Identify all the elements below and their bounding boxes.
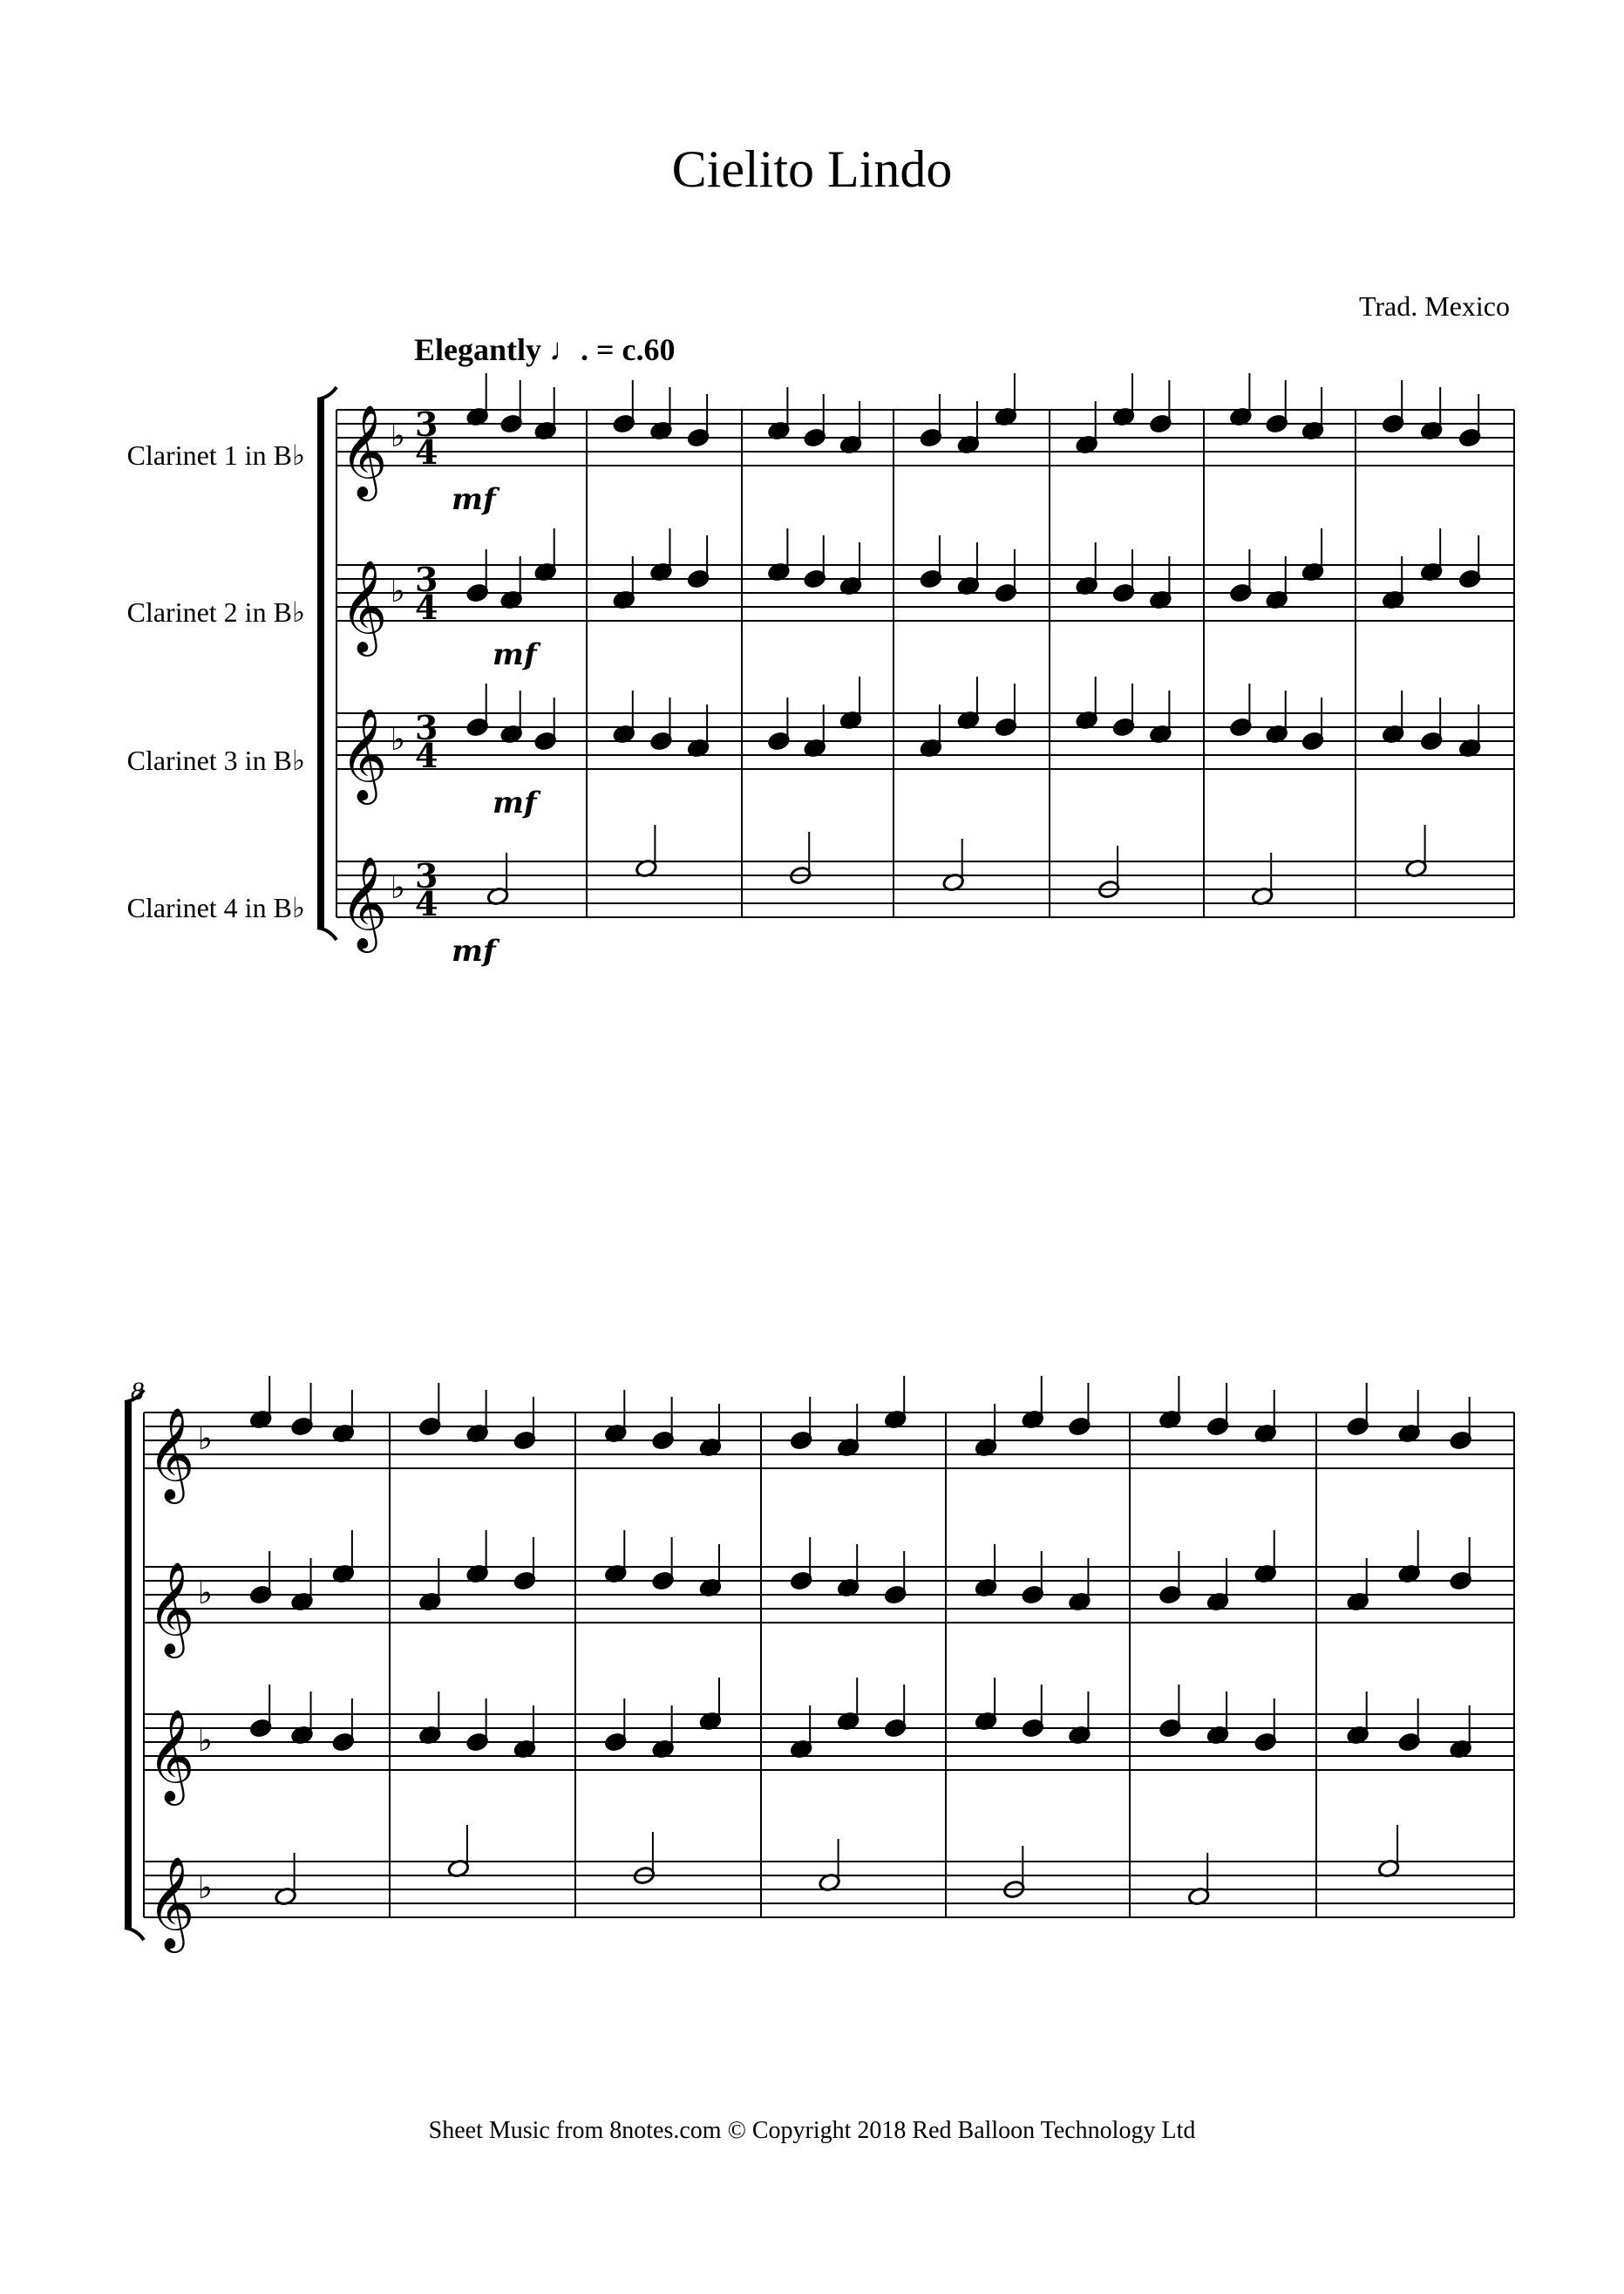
time-signature-top: 3 xyxy=(415,405,438,444)
part-label-clarinet-3: Clarinet 3 in B♭ xyxy=(126,745,305,776)
tempo-value: = c.60 xyxy=(596,332,676,367)
time-signature-bottom: 4 xyxy=(415,588,438,627)
time-signature-bottom: 4 xyxy=(415,736,438,775)
page-title: Cielito Lindo xyxy=(671,140,953,198)
composer: Trad. Mexico xyxy=(1358,290,1510,322)
system-1 xyxy=(317,373,1514,969)
key-signature-flat-icon: ♭ xyxy=(391,419,405,454)
key-signature-flat-icon: ♭ xyxy=(391,870,405,906)
bracket-bottom-hook xyxy=(317,928,336,940)
measure-number: 8 xyxy=(131,1377,144,1406)
dynamic-mf: mf xyxy=(493,786,537,820)
time-signature-bottom: 4 xyxy=(415,884,438,923)
treble-clef-icon: 𝄞 xyxy=(340,707,388,800)
bracket-top-hook xyxy=(317,387,336,399)
treble-clef-icon: 𝄞 xyxy=(340,404,388,497)
treble-clef-icon: 𝄞 xyxy=(147,1561,195,1654)
key-signature-flat-icon: ♭ xyxy=(198,1576,213,1611)
treble-clef-icon: 𝄞 xyxy=(147,1708,195,1801)
dynamic-mf: mf xyxy=(493,637,537,672)
key-signature-flat-icon: ♭ xyxy=(198,1723,213,1759)
part-label-clarinet-2: Clarinet 2 in B♭ xyxy=(126,596,305,628)
tempo-note-icon: ♩. xyxy=(549,332,589,367)
time-signature-top: 3 xyxy=(415,708,438,747)
treble-clef-icon: 𝄞 xyxy=(147,1406,195,1500)
footer-copyright: Sheet Music from 8notes.com © Copyright 2018 Red Balloon Technology Ltd xyxy=(428,2117,1196,2144)
time-signature-top: 3 xyxy=(415,560,438,599)
treble-clef-icon: 𝄞 xyxy=(340,855,388,949)
dynamic-mf: mf xyxy=(452,934,496,969)
time-signature-bottom: 4 xyxy=(415,432,438,472)
system-2 xyxy=(125,1376,1514,1953)
key-signature-flat-icon: ♭ xyxy=(198,1421,213,1457)
key-signature-flat-icon: ♭ xyxy=(391,722,405,758)
treble-clef-icon: 𝄞 xyxy=(147,1855,195,1949)
part-label-clarinet-4: Clarinet 4 in B♭ xyxy=(126,892,305,923)
bracket-bottom-hook xyxy=(125,1928,144,1940)
key-signature-flat-icon: ♭ xyxy=(391,574,405,609)
tempo-word: Elegantly xyxy=(414,332,542,367)
treble-clef-icon: 𝄞 xyxy=(340,559,388,652)
part-label-clarinet-1: Clarinet 1 in B♭ xyxy=(126,439,305,471)
time-signature-top: 3 xyxy=(415,856,438,895)
dynamic-mf: mf xyxy=(452,482,496,517)
key-signature-flat-icon: ♭ xyxy=(198,1870,213,1906)
